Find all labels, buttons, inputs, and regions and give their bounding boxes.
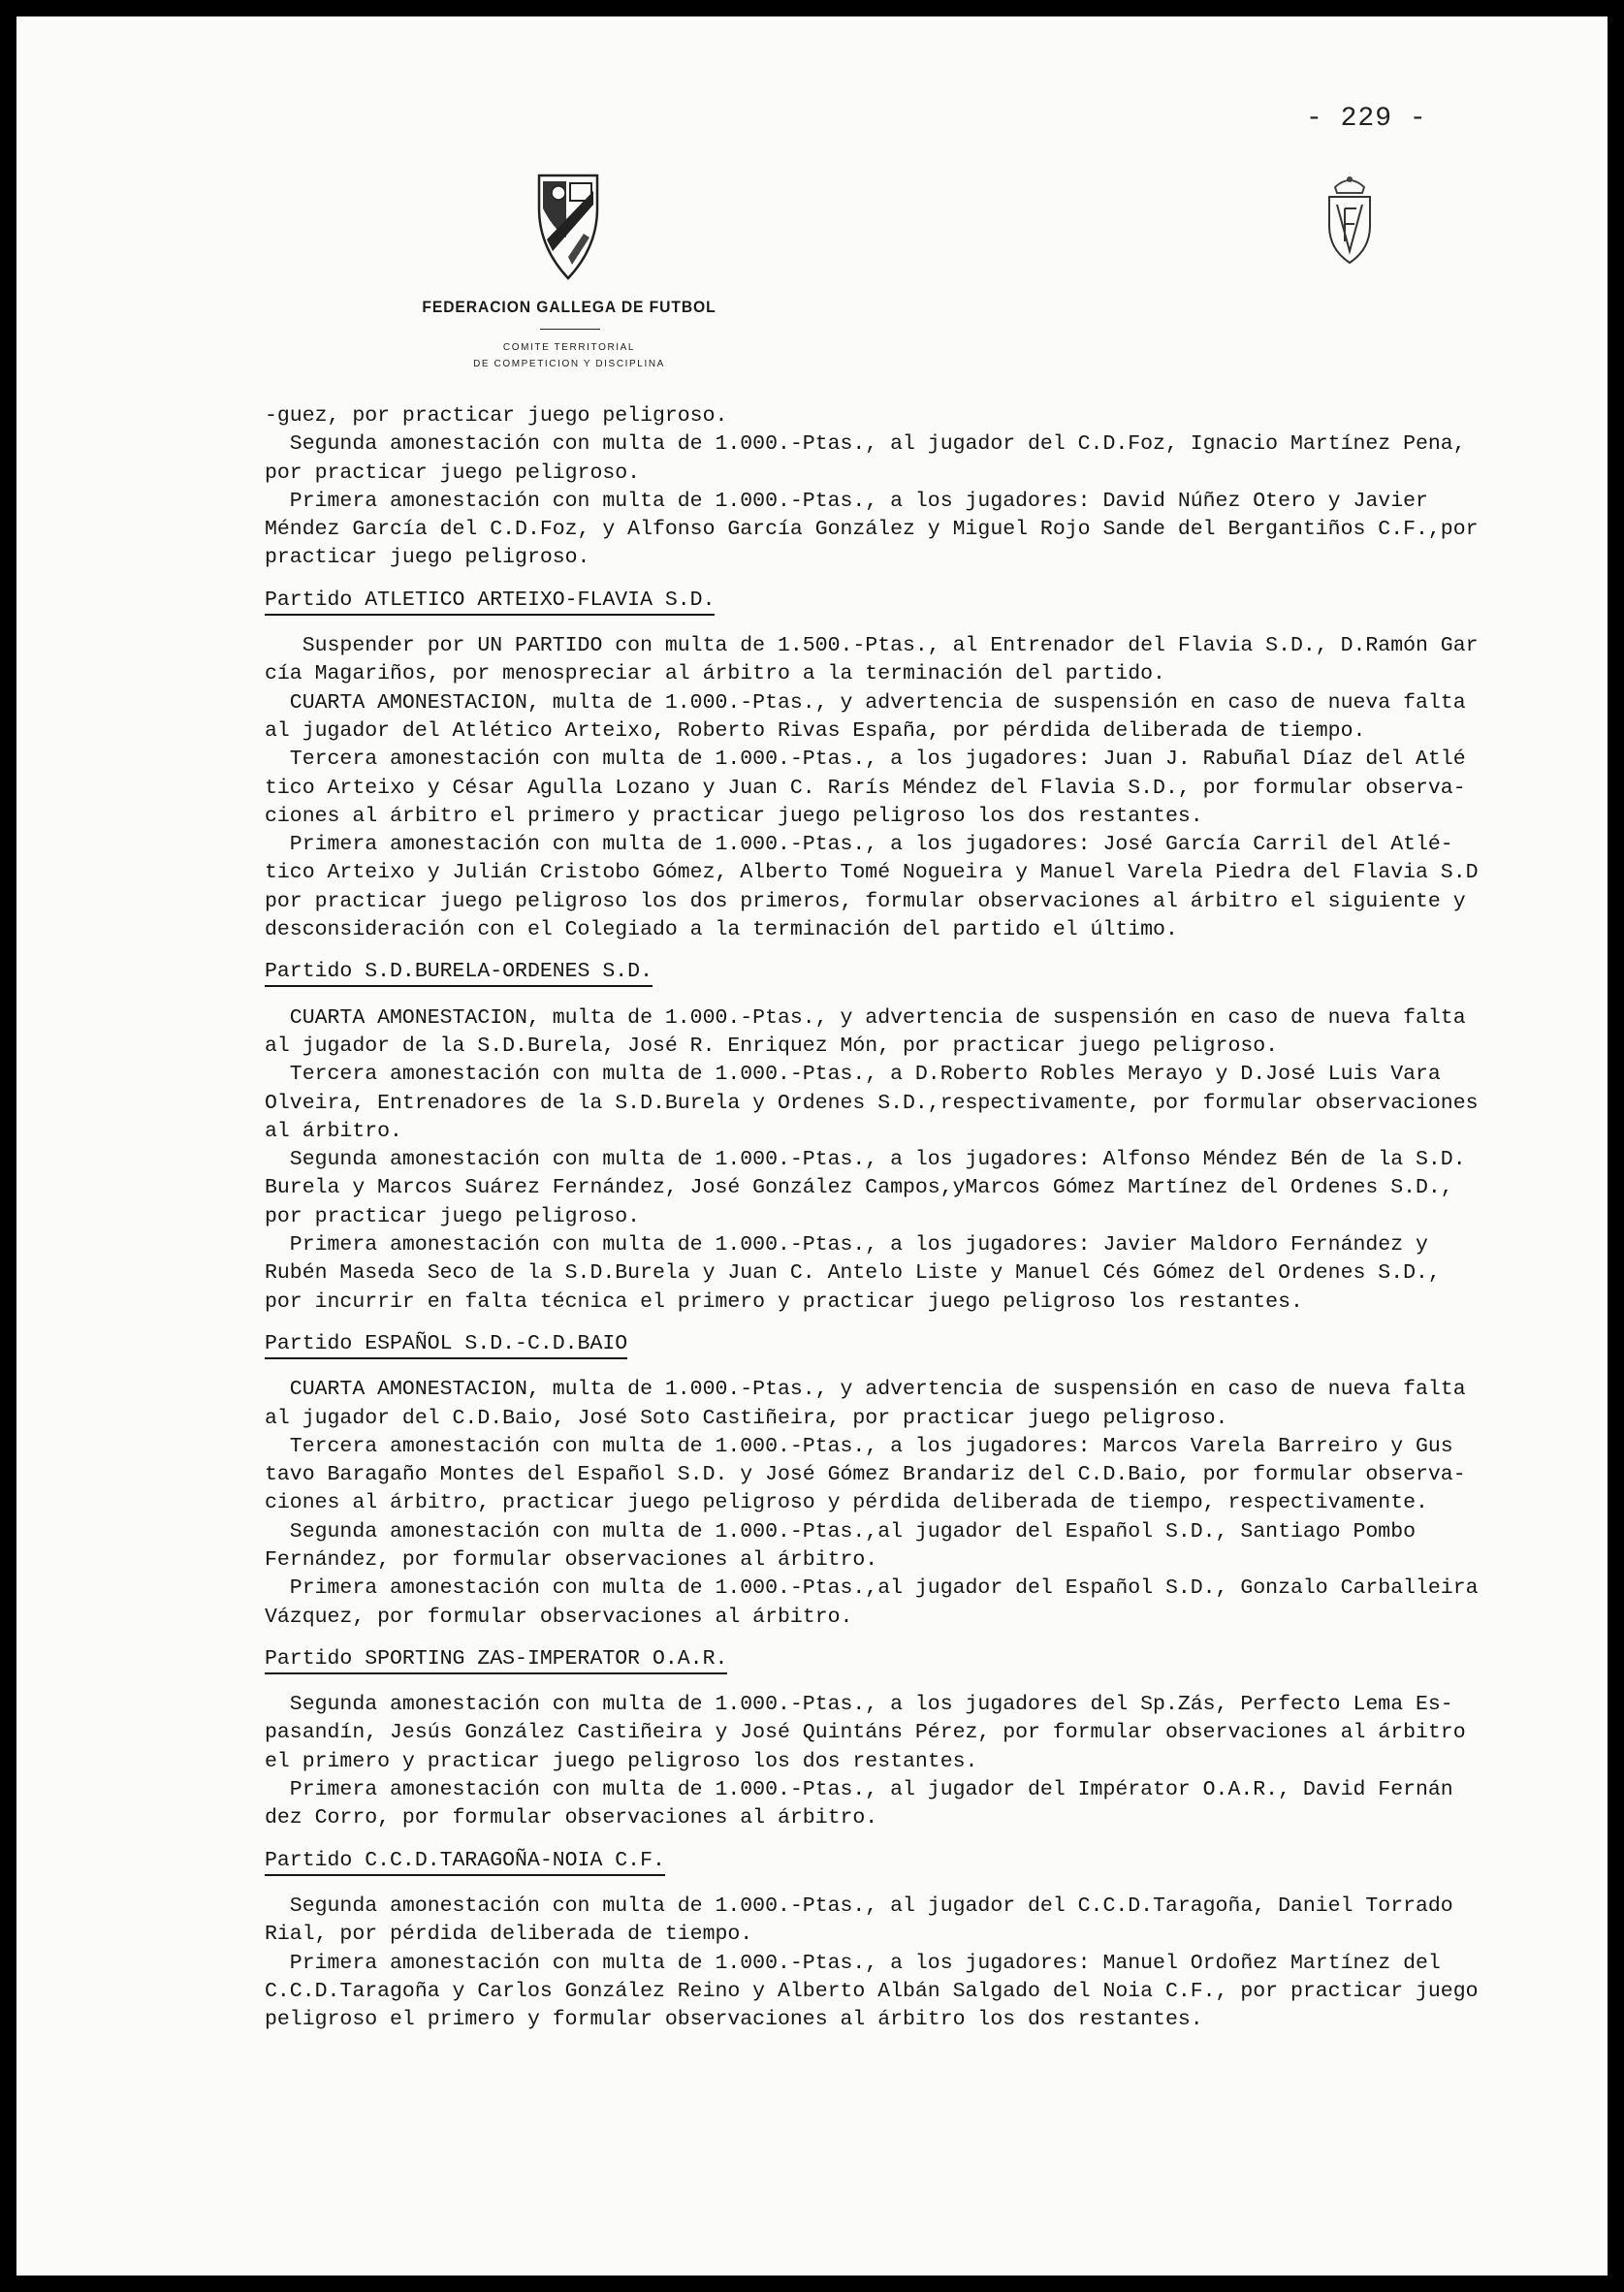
section-heading	[265, 958, 1608, 986]
text-line: Rubén Maseda Seco de la S.D.Burela y Juan C. Antelo Liste y Manuel Cés Gómez del Ordenes S.D.,	[265, 1261, 1441, 1286]
section-arteixo-flavia	[265, 587, 1608, 945]
text-line: C.C.D.Taragoña y Carlos González Reino y Alberto Albán Salgado del Noia C.F., por practicar juego	[265, 1979, 1479, 2003]
text-line: Tercera amonestación con multa de 1.000.-Ptas., a los jugadores: Juan J. Rabuñal Díaz del Atlé	[265, 748, 1466, 772]
text-line: Fernández, por formular observaciones al árbitro.	[265, 1547, 878, 1572]
text-line: Primera amonestación con multa de 1.000.-Ptas., a los jugadores: Javier Maldoro Fernández y	[265, 1233, 1428, 1257]
federation-name: FEDERACION GALLEGA DE FUTBOL	[422, 298, 716, 316]
section-heading	[265, 1847, 1608, 1875]
heading-text: Partido ESPAÑOL S.D.-C.D.BAIO	[265, 1332, 627, 1359]
text-line: al jugador de la S.D.Burela, José R. Enriquez Món, por practicar juego peligroso.	[265, 1034, 1279, 1058]
heading-text: Partido ATLETICO ARTEIXO-FLAVIA S.D.	[265, 589, 715, 616]
text-line: Primera amonestación con multa de 1.000.-Ptas., al jugador del Impérator O.A.R., David Fernán	[265, 1778, 1453, 1802]
text-line: Vázquez, por formular observaciones al árbitro.	[265, 1605, 853, 1629]
text-line: CUARTA AMONESTACION, multa de 1.000.-Ptas., y advertencia de suspensión en caso de nueva falta	[265, 1005, 1466, 1030]
section-heading	[265, 1330, 1608, 1358]
committee-line-2: DE COMPETICION Y DISCIPLINA	[473, 359, 665, 369]
royal-crest-icon	[1316, 174, 1384, 267]
text-line: desconsideración con el Colegiado a la terminación del partido el último.	[265, 918, 1178, 942]
text-line: al jugador del C.D.Baio, José Soto Castiñeira, por practicar juego peligroso.	[265, 1406, 1228, 1430]
text-line: Burela y Marcos Suárez Fernández, José González Campos,yMarcos Gómez Martínez del Ordenes S.D.,	[265, 1176, 1453, 1200]
text-line: Primera amonestación con multa de 1.000.-Ptas.,al jugador del Español S.D., Gonzalo Carballeira	[265, 1576, 1479, 1601]
text-line: al árbitro.	[265, 1119, 402, 1143]
text-line: por practicar juego peligroso.	[265, 461, 641, 485]
text-line: Segunda amonestación con multa de 1.000.-Ptas., al jugador del C.C.D.Taragoña, Daniel Torrado	[265, 1894, 1453, 1918]
heading-text: Partido S.D.BURELA-ORDENES S.D.	[265, 960, 653, 987]
text-line: cía Magariños, por menospreciar al árbitro a la terminación del partido.	[265, 662, 1165, 686]
text-line: Primera amonestación con multa de 1.000.-Ptas., a los jugadores: David Núñez Otero y Javier	[265, 489, 1428, 513]
heading-text: Partido SPORTING ZAS-IMPERATOR O.A.R.	[265, 1647, 727, 1674]
text-line: ciones al árbitro, practicar juego peligroso y pérdida deliberada de tiempo, respectivamente.	[265, 1491, 1428, 1515]
text-line: tavo Baragaño Montes del Español S.D. y José Gómez Brandariz del C.D.Baio, por formular observa-	[265, 1463, 1466, 1487]
text-line: Tercera amonestación con multa de 1.000.-Ptas., a los jugadores: Marcos Varela Barreiro y Gus	[265, 1434, 1453, 1458]
section-taragona-noia	[265, 1847, 1608, 2035]
text-line: por practicar juego peligroso los dos primeros, formular observaciones al árbitro el siguiente y	[265, 889, 1466, 913]
text-line: Segunda amonestación con multa de 1.000.-Ptas., al jugador del C.D.Foz, Ignacio Martínez Pena,	[265, 432, 1466, 457]
text-line: al jugador del Atlético Arteixo, Roberto Rivas España, por pérdida deliberada de tiempo.	[265, 718, 1366, 743]
section-heading	[265, 1645, 1608, 1673]
text-line: Méndez García del C.D.Foz, y Alfonso García González y Miguel Rojo Sande del Bergantiños C.F.,por	[265, 518, 1479, 542]
section-burela-ordenes	[265, 958, 1608, 1317]
document-page	[16, 16, 1608, 2276]
text-line: Primera amonestación con multa de 1.000.-Ptas., a los jugadores: José García Carril del Atlé-	[265, 833, 1453, 857]
text-line: el primero y practicar juego peligroso los dos restantes.	[265, 1749, 978, 1773]
document-body	[265, 402, 1608, 2034]
intro-block	[265, 402, 1608, 573]
text-line: Primera amonestación con multa de 1.000.-Ptas., a los jugadores: Manuel Ordoñez Martínez del	[265, 1951, 1441, 1975]
text-line: Suspender por UN PARTIDO con multa de 1.500.-Ptas., al Entrenador del Flavia S.D., D.Ramón Gar	[265, 634, 1479, 658]
text-line: Segunda amonestación con multa de 1.000.-Ptas., a los jugadores del Sp.Zás, Perfecto Lema Es-	[265, 1693, 1453, 1717]
section-heading	[265, 587, 1608, 615]
text-line: por practicar juego peligroso.	[265, 1204, 641, 1228]
text-line: Tercera amonestación con multa de 1.000.-Ptas., a D.Roberto Robles Merayo y D.José Luis Vara	[265, 1063, 1441, 1087]
federation-crest-icon	[533, 170, 603, 284]
divider	[540, 329, 600, 330]
text-line: practicar juego peligroso.	[265, 546, 590, 570]
text-line: ciones al árbitro el primero y practicar juego peligroso los dos restantes.	[265, 804, 1203, 828]
text-line: Segunda amonestación con multa de 1.000.-Ptas., a los jugadores: Alfonso Méndez Bén de la S.D.	[265, 1148, 1466, 1172]
text-line: peligroso el primero y formular observaciones al árbitro los dos restantes.	[265, 2008, 1203, 2032]
text-line: Segunda amonestación con multa de 1.000.-Ptas.,al jugador del Español S.D., Santiago Pombo	[265, 1519, 1416, 1544]
text-line: Olveira, Entrenadores de la S.D.Burela y Ordenes S.D.,respectivamente, por formular observaciones	[265, 1091, 1479, 1115]
text-line: dez Corro, por formular observaciones al árbitro.	[265, 1806, 878, 1830]
text-line: por incurrir en falta técnica el primero y practicar juego peligroso los restantes.	[265, 1289, 1303, 1314]
committee-line-1: COMITE TERRITORIAL	[502, 342, 636, 353]
text-line: -guez, por practicar juego peligroso.	[265, 404, 728, 428]
text-line: CUARTA AMONESTACION, multa de 1.000.-Ptas., y advertencia de suspensión en caso de nueva falta	[265, 690, 1466, 715]
text-line: CUARTA AMONESTACION, multa de 1.000.-Ptas., y advertencia de suspensión en caso de nueva falta	[265, 1378, 1466, 1402]
section-espanol-baio	[265, 1330, 1608, 1632]
text-line: tico Arteixo y César Agulla Lozano y Juan C. Rarís Méndez del Flavia S.D., por formular observa-	[265, 776, 1466, 800]
text-line: pasandín, Jesús González Castiñeira y José Quintáns Pérez, por formular observaciones al árbitro	[265, 1721, 1466, 1745]
text-line: Rial, por pérdida deliberada de tiempo.	[265, 1923, 753, 1947]
heading-text: Partido C.C.D.TARAGOÑA-NOIA C.F.	[265, 1849, 665, 1876]
text-line: tico Arteixo y Julián Cristobo Gómez, Alberto Tomé Nogueira y Manuel Varela Piedra del Flavia S.D	[265, 861, 1479, 885]
section-zas-imperator	[265, 1645, 1608, 1833]
page-number: - 229 -	[1306, 104, 1427, 134]
